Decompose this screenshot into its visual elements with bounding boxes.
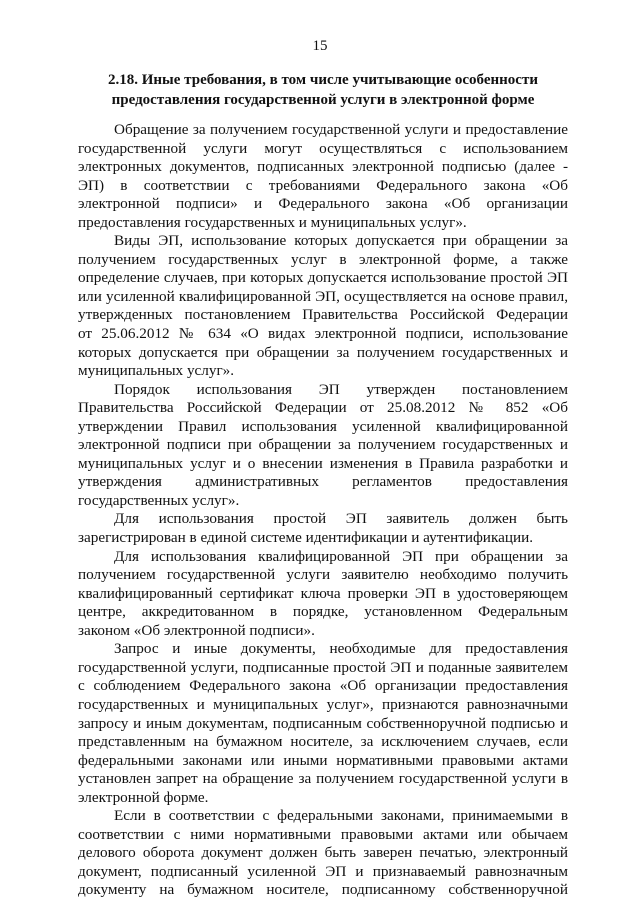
paragraph-line: утверждении Правил использования усиленной квалифицированной <box>78 417 568 435</box>
paragraph-line: с соблюдением Федерального закона «Об организации предоставления <box>78 677 568 695</box>
paragraph-line: запросу и иным документам, подписанным собственноручной подписью и <box>78 714 568 732</box>
paragraph-line: от 25.06.2012 № 634 «О видах электронной подписи, использование <box>78 325 568 343</box>
paragraph-line: Обращение за получением государственной услуги и предоставление <box>114 121 568 138</box>
paragraph-line: Если в соответствии с федеральными законами, принимаемыми в <box>114 807 568 825</box>
paragraph-line: электронной подписи» и Федерального закона «Об организации <box>78 195 568 213</box>
paragraph-line: муниципальных услуг и о внесении изменения в Правила разработки и <box>78 454 568 472</box>
paragraph <box>78 381 568 511</box>
paragraph-line: государственных и муниципальных услуг», признаются равнозначными <box>78 695 568 713</box>
paragraph-line: представленным на бумажном носителе, за исключением случаев, если <box>78 733 568 751</box>
paragraph <box>78 232 568 380</box>
paragraph-line: соответствии с ними нормативными правовыми актами или обычаем <box>78 825 568 843</box>
paragraph-line: утверждения административных регламентов предоставления <box>78 473 568 491</box>
paragraph-line: муниципальных услуг». <box>78 362 235 380</box>
paragraph-line: государственной услуги, подписанные простой ЭП и поданные заявителем <box>78 658 568 676</box>
heading-line: предоставления государственной услуги в электронной форме <box>111 92 535 108</box>
paragraph-line: федеральными законами или иными нормативными правовыми актами <box>78 751 568 769</box>
paragraph-line: законом «Об электронной подписи». <box>78 621 315 639</box>
paragraph-line: электронной форме. <box>78 788 209 806</box>
body-text <box>78 121 568 900</box>
paragraph <box>78 510 568 547</box>
paragraph-line: Запрос и иные документы, необходимые для предоставления <box>114 640 568 658</box>
paragraph-line: определение случаев, при которых допускается использование простой ЭП <box>78 269 568 287</box>
paragraph-line: государственных услуг». <box>78 491 240 509</box>
paragraph-line: Для использования простой ЭП заявитель должен быть <box>114 510 568 528</box>
paragraph <box>78 640 568 807</box>
paragraph-line: государственной услуги могут осуществляться с использованием <box>78 139 568 157</box>
paragraph-line: которых допускается при обращении за получением государственных и <box>78 343 568 361</box>
paragraph-line: Виды ЭП, использование которых допускается при обращении за <box>114 232 568 250</box>
paragraph-line: Правительства Российской Федерации от 25.08.2012 № 852 «Об <box>78 399 568 417</box>
paragraph-line: Порядок использования ЭП утвержден постановлением <box>114 380 568 398</box>
heading-line: 2.18. Иные требования, в том числе учитывающие особенности <box>108 72 538 88</box>
paragraph-line: получением государственных услуг в электронной форме, а также <box>78 250 568 268</box>
paragraph <box>78 548 568 641</box>
paragraph-line: предоставления государственных и муниципальных услуг». <box>78 213 467 231</box>
paragraph-line: электронной подписи при обращении за получением государственных и <box>78 436 568 454</box>
paragraph <box>78 807 568 900</box>
paragraph-line: зарегистрирован в единой системе идентификации и аутентификации. <box>78 529 534 547</box>
section-heading <box>78 70 568 110</box>
paragraph-line: документ, подписанный усиленной ЭП и признаваемый равнозначным <box>78 862 568 880</box>
paragraph-line: центре, аккредитованном в порядке, установленном Федеральным <box>78 603 568 621</box>
paragraph-line: Для использования квалифицированной ЭП при обращении за <box>114 547 568 565</box>
paragraph-line: или усиленной квалифицированной ЭП, осуществляется на основе правил, <box>78 287 568 305</box>
paragraph-line: документу на бумажном носителе, подписанному собственноручной <box>78 881 568 899</box>
paragraph-line: ЭП) в соответствии с требованиями Федерального закона «Об <box>78 176 568 194</box>
paragraph-line: утвержденных постановлением Правительства Российской Федерации <box>78 306 568 324</box>
paragraph-line: установлен запрет на обращение за получением государственной услуги в <box>78 770 568 788</box>
page-number: 15 <box>312 38 328 54</box>
paragraph-line: электронных документов, подписанных электронной подписью (далее - <box>78 158 568 176</box>
paragraph <box>78 121 568 232</box>
paragraph-line: получением государственной услуги заявителю необходимо получить <box>78 566 568 584</box>
paragraph-line: квалифицированный сертификат ключа проверки ЭП в удостоверяющем <box>78 584 568 602</box>
paragraph-line: делового оборота документ должен быть заверен печатью, электронный <box>78 844 568 862</box>
